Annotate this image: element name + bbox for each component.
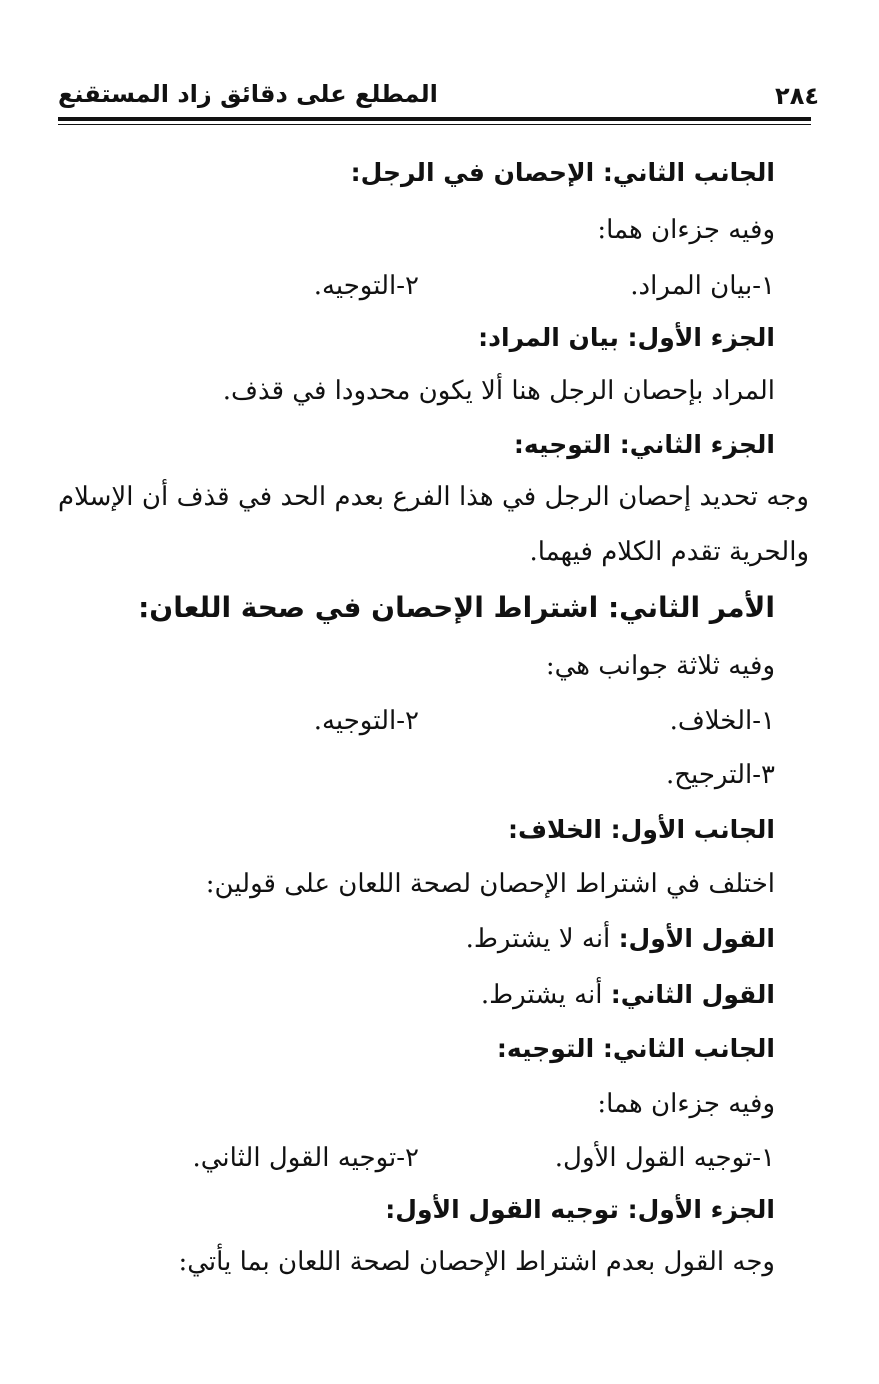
subsection-heading: الجزء الأول: توجيه القول الأول: bbox=[385, 1195, 775, 1224]
section-heading: الأمر الثاني: اشتراط الإحصان في صحة اللعان: bbox=[138, 591, 775, 624]
opinion-label: القول الثاني: bbox=[610, 980, 775, 1009]
header-rule-thin bbox=[58, 124, 811, 125]
paragraph-line: المراد بإحصان الرجل هنا ألا يكون محدودا في قذف. bbox=[222, 376, 775, 406]
subsection-heading: الجزء الأول: بيان المراد: bbox=[478, 323, 775, 352]
paragraph-line: وفيه جزءان هما: bbox=[597, 215, 775, 245]
list-item: ٢-التوجيه. bbox=[313, 706, 419, 736]
paragraph-line: اختلف في اشتراط الإحصان لصحة اللعان على قولين: bbox=[205, 869, 775, 899]
header-rule-thick bbox=[58, 117, 811, 121]
opinion-text: أنه يشترط. bbox=[480, 980, 603, 1010]
subsection-heading: الجانب الثاني: التوجيه: bbox=[496, 1034, 775, 1063]
opinion-label: القول الأول: bbox=[618, 924, 775, 953]
section-heading: الجانب الثاني: الإحصان في الرجل: bbox=[350, 158, 775, 187]
list-item: ٢-التوجيه. bbox=[313, 271, 419, 301]
list-item: ٢-توجيه القول الثاني. bbox=[192, 1143, 419, 1173]
subsection-heading: الجزء الثاني: التوجيه: bbox=[513, 430, 775, 459]
paragraph-line: وفيه ثلاثة جوانب هي: bbox=[545, 651, 775, 681]
opinion-line bbox=[481, 977, 775, 1013]
paragraph-line: وجه تحديد إحصان الرجل في هذا الفرع بعدم الحد في قذف أن الإسلام bbox=[58, 482, 809, 512]
opinion-text: أنه لا يشترط. bbox=[465, 924, 611, 954]
paragraph-line: والحرية تقدم الكلام فيهما. bbox=[529, 537, 809, 567]
paragraph-line: وجه القول بعدم اشتراط الإحصان لصحة اللعان بما يأتي: bbox=[178, 1247, 775, 1277]
subsection-heading: الجانب الأول: الخلاف: bbox=[507, 815, 775, 844]
list-item: ١-بيان المراد. bbox=[630, 271, 775, 301]
list-item: ١-الخلاف. bbox=[669, 706, 775, 736]
list-item: ١-توجيه القول الأول. bbox=[554, 1143, 775, 1173]
opinion-line bbox=[466, 921, 775, 957]
running-title: المطلع على دقائق زاد المستقنع bbox=[58, 80, 438, 108]
list-item: ٣-الترجيح. bbox=[665, 760, 775, 790]
paragraph-line: وفيه جزءان هما: bbox=[597, 1089, 775, 1119]
page-number: ٢٨٤ bbox=[775, 82, 819, 110]
